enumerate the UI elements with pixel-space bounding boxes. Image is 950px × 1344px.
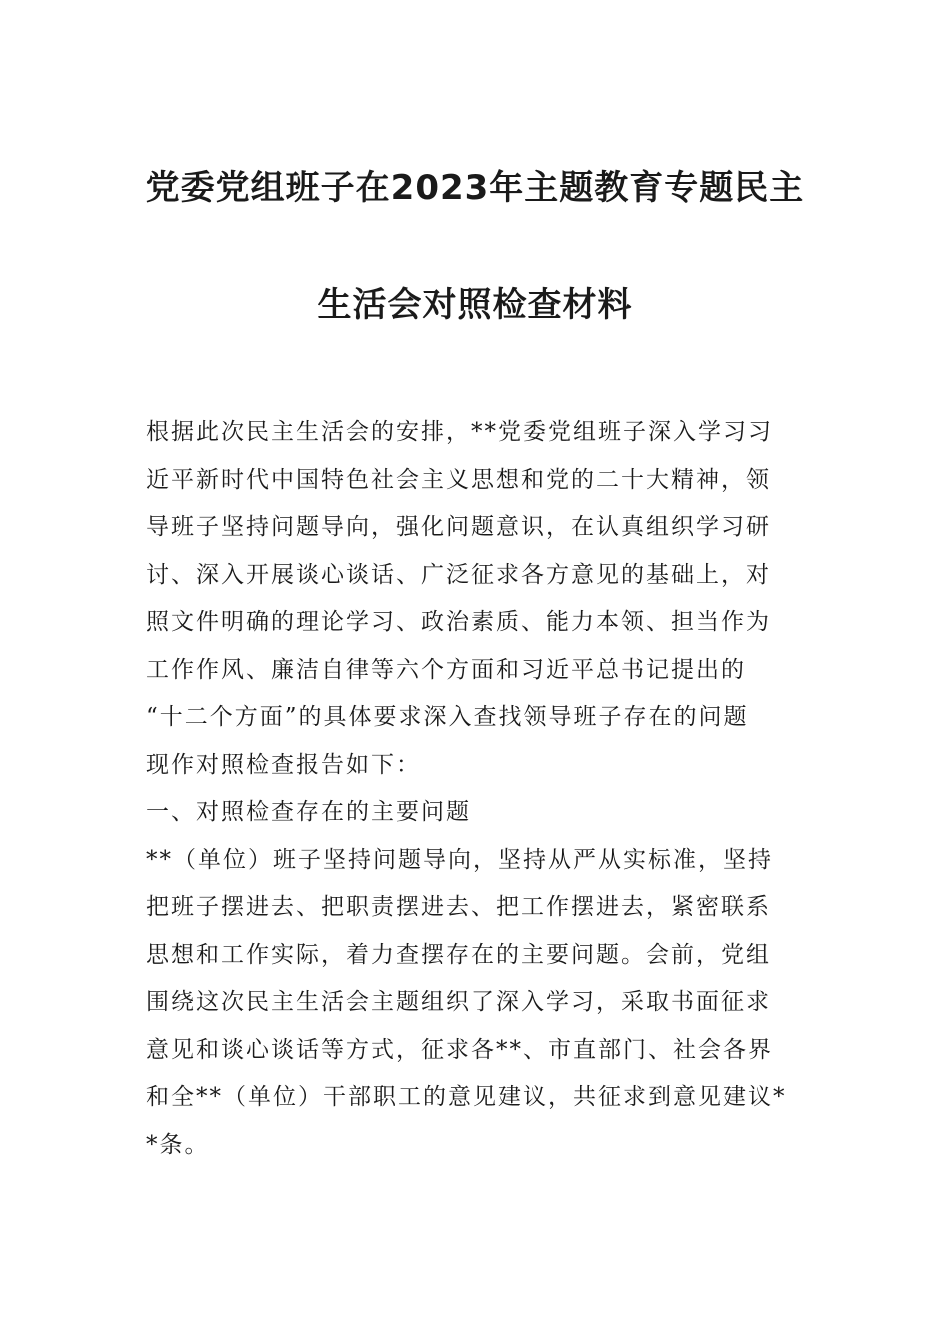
body-line: 现作对照检查报告如下： [146,751,421,778]
body-line: *条。 [146,1131,210,1158]
body-line: 根据此次民主生活会的安排，**党委党组班子深入学习习 [146,419,773,445]
body-line: 近平新时代中国特色社会主义思想和党的二十大精神，领 [146,466,771,493]
body-line: 和全**（单位）干部职工的意见建议，共征求到意见建议* [146,1084,787,1110]
document-title-line-1: 党委党组班子在2023年主题教育专题民主 [145,168,805,208]
section-heading: 一、对照检查存在的主要问题 [146,799,471,825]
body-line: 照文件明确的理论学习、政治素质、能力本领、担当作为 [146,609,771,635]
body-line: 意见和谈心谈话等方式，征求各**、市直部门、社会各界 [146,1036,773,1063]
body-line: 讨、深入开展谈心谈话、广泛征求各方意见的基础上，对 [146,561,771,588]
body-line: **（单位）班子坚持问题导向，坚持从严从实标准，坚持 [146,846,773,873]
document-title-line-2: 生活会对照检查材料 [317,285,633,325]
body-line: “十二个方面”的具体要求深入查找领导班子存在的问题 [146,704,749,730]
document-body [146,409,816,1169]
body-line: 把班子摆进去、把职责摆进去、把工作摆进去，紧密联系 [146,894,771,920]
body-line: 导班子坚持问题导向，强化问题意识，在认真组织学习研 [146,514,771,540]
body-line: 围绕这次民主生活会主题组织了深入学习，采取书面征求 [146,989,771,1015]
body-line: 工作作风、廉洁自律等六个方面和习近平总书记提出的 [146,656,746,683]
body-line: 思想和工作实际，着力查摆存在的主要问题。会前，党组 [146,941,771,968]
